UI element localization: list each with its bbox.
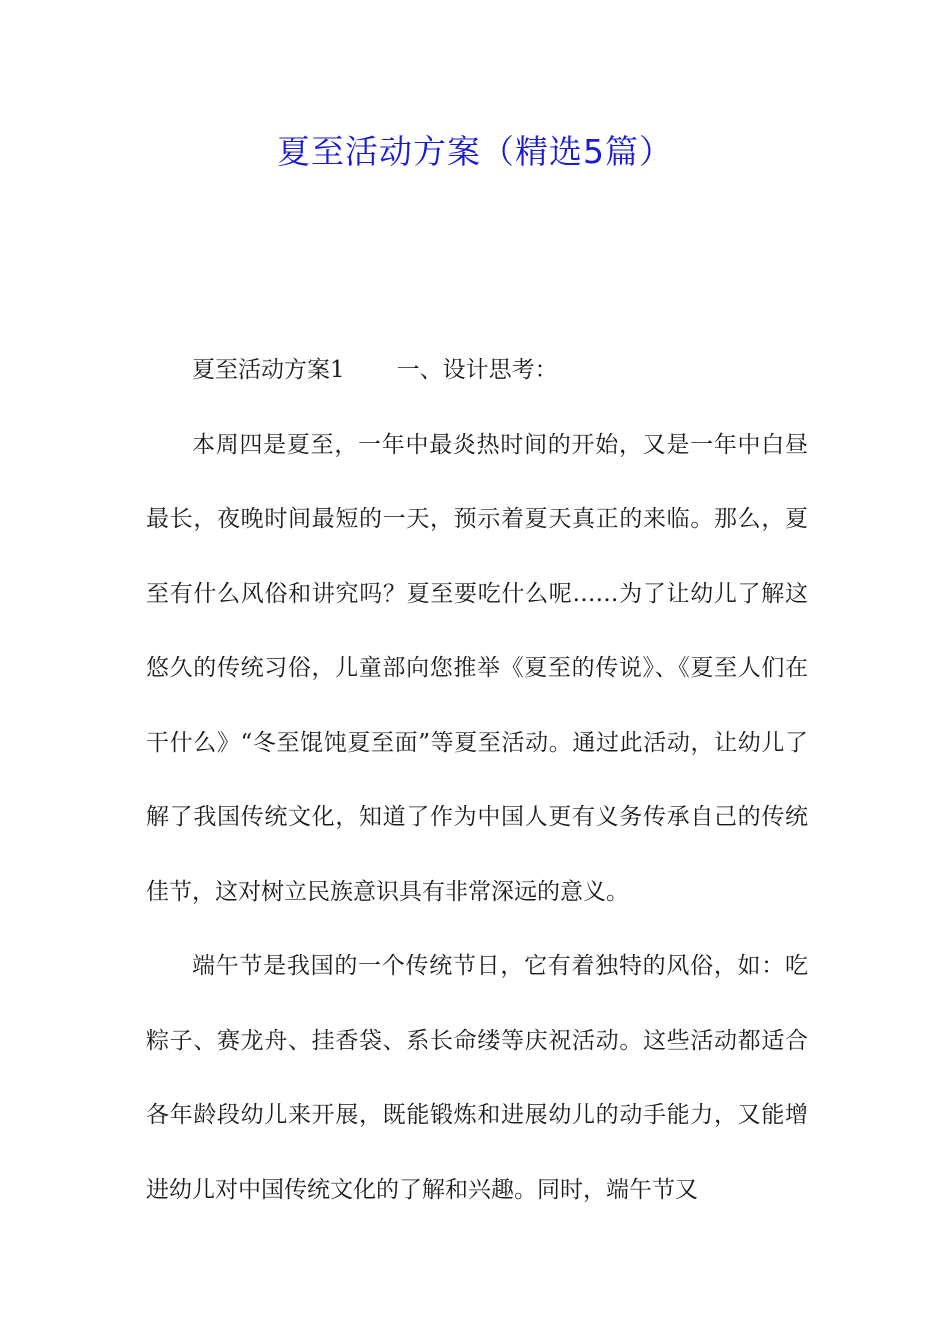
section-heading-line bbox=[146, 333, 808, 408]
section-title: 夏至活动方案1 bbox=[192, 357, 345, 383]
paragraph-1: 本周四是夏至，一年中最炎热时间的开始，又是一年中白昼最长，夜晚时间最短的一天，预示着夏天真正的来临。那么，夏至有什么风俗和讲究吗？夏至要吃什么呢……为了让幼儿了解这悠久的传统习俗，儿童部向您推举《夏至的传说》、《夏至人们在干什么》“冬至馄饨夏至面”等夏至活动。通过此活动，让幼儿了解了我国传统文化，知道了作为中国人更有义务传承自己的传统佳节，这对树立民族意识具有非常深远的意义。 bbox=[146, 431, 808, 905]
paragraph-2: 端午节是我国的一个传统节日，它有着独特的风俗，如：吃粽子、赛龙舟、挂香袋、系长命缕等庆祝活动。这些活动都适合各年龄段幼儿来开展，既能锻炼和进展幼儿的动手能力，又能增进幼儿对中国传统文化的了解和兴趣。同时，端午节又 bbox=[146, 953, 808, 1203]
document-title: 夏至活动方案（精选5篇） bbox=[277, 132, 673, 171]
document-body bbox=[146, 333, 808, 1227]
section-heading: 一、设计思考： bbox=[396, 357, 558, 383]
